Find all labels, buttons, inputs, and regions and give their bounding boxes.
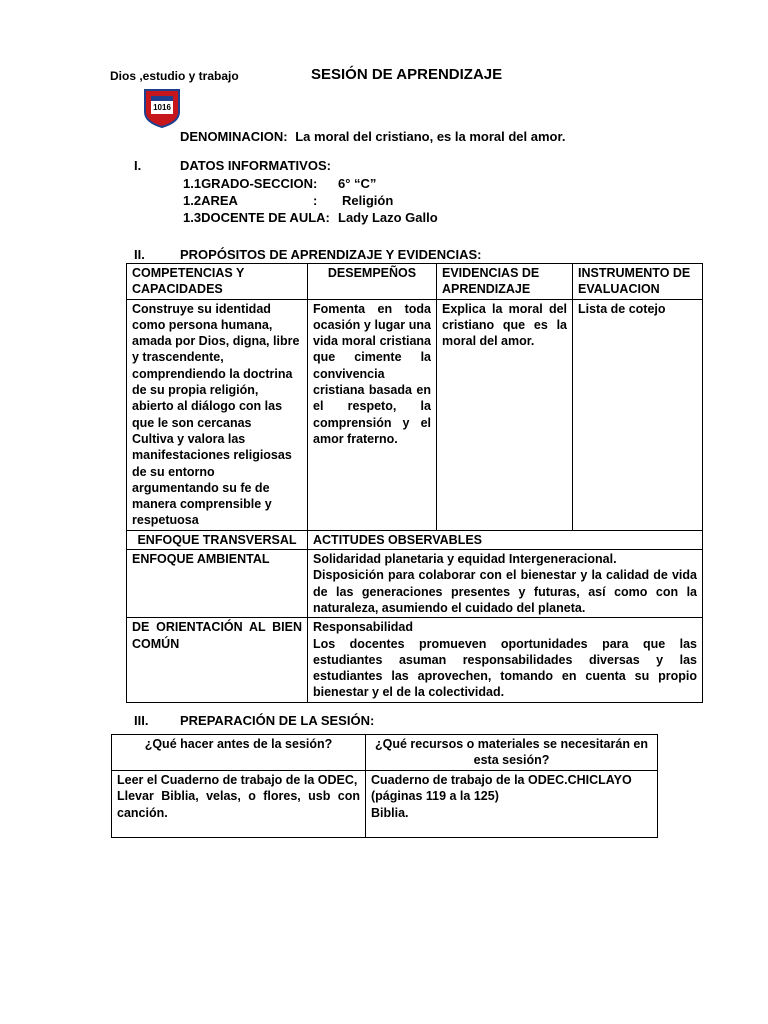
header-instrumento: INSTRUMENTO DE EVALUACION [573, 264, 703, 300]
cell-evidencias: Explica la moral del cristiano que es la moral del amor. [437, 299, 573, 530]
row-area-label: 1.2AREA [183, 193, 238, 208]
section3-num: III. [134, 713, 149, 728]
section1-title: DATOS INFORMATIVOS: [180, 158, 331, 173]
header-enfoque: ENFOQUE TRANSVERSAL [127, 530, 308, 549]
header-recursos: ¿Qué recursos o materiales se necesitarán en esta sesión? [366, 735, 658, 771]
enfoque-actitud-text: Los docentes promueven oportunidades para que las estudiantes asuman responsabilidades diversas y las estudiantes las aprovechen, tomando en cuenta su propio bienestar y el de la colectividad. [313, 636, 697, 700]
enfoque-row [127, 550, 703, 618]
logo-text: 1016 [153, 103, 171, 112]
enfoque-name: ENFOQUE AMBIENTAL [127, 550, 308, 618]
enfoque-actitud-title: Solidaridad planetaria y equidad Intergeneracional. [313, 552, 617, 567]
enfoque-row [127, 618, 703, 702]
enfoque-header-row [127, 530, 703, 549]
row-grado-sep: : [313, 176, 318, 191]
section3-title: PREPARACIÓN DE LA SESIÓN: [180, 713, 375, 728]
header-antes: ¿Qué hacer antes de la sesión? [112, 735, 366, 771]
preparation-content-row [112, 771, 658, 838]
cell-antes: Leer el Cuaderno de trabajo de la ODEC, Llevar Biblia, velas, o flores, usb con canción. [112, 771, 366, 838]
row-area-sep: : [313, 193, 318, 208]
header-actitudes: ACTITUDES OBSERVABLES [308, 530, 703, 549]
denominacion-label: DENOMINACION: [180, 129, 288, 144]
denominacion [180, 129, 565, 144]
preparation-table [111, 734, 658, 838]
enfoque-name: DE ORIENTACIÓN AL BIEN COMÚN [127, 618, 308, 702]
header-competencias: COMPETENCIAS Y CAPACIDADES [127, 264, 308, 300]
row-grado-label: 1.1GRADO-SECCION [183, 176, 314, 191]
row-grado-value: 6° “C” [338, 176, 377, 191]
row-docente-value: Lady Lazo Gallo [338, 210, 438, 225]
header-desempenos: DESEMPEÑOS [308, 264, 437, 300]
enfoque-actitud-text: Disposición para colaborar con el bienestar y la calidad de vida de las generaciones presentes y futuras, así como con la naturaleza, asumiendo el cuidado del planeta. [313, 568, 697, 615]
row-docente-label: 1.3DOCENTE DE AULA: [183, 210, 330, 225]
cell-recursos: Cuaderno de trabajo de la ODEC.CHICLAYO (páginas 119 a la 125) Biblia. [366, 771, 658, 838]
cell-instrumento: Lista de cotejo [573, 299, 703, 530]
cell-competencias: Construye su identidad como persona humana, amada por Dios, digna, libre y trascendente, comprendiendo la doctrina de su propia religión, abierto al diálogo con las que le son cercanas Cultiva y valora las manifestaciones religiosas de su entorno argumentando su fe de manera comprensible y respetuosa [127, 299, 308, 530]
purposes-content-row [127, 299, 703, 530]
header-evidencias: EVIDENCIAS DE APRENDIZAJE [437, 264, 573, 300]
school-logo [143, 88, 181, 128]
enfoque-actitud-title: Responsabilidad [313, 620, 414, 635]
enfoque-actitudes [308, 618, 703, 702]
school-motto: Dios ,estudio y trabajo [110, 69, 239, 83]
preparation-header-row [112, 735, 658, 771]
enfoque-actitudes [308, 550, 703, 618]
section2-num: II. [134, 247, 145, 262]
section1-num: I. [134, 158, 142, 173]
purposes-table [126, 263, 703, 703]
denominacion-value: La moral del cristiano, es la moral del amor. [295, 129, 566, 144]
section2-title: PROPÓSITOS DE APRENDIZAJE Y EVIDENCIAS: [180, 247, 482, 262]
cell-desempenos: Fomenta en toda ocasión y lugar una vida moral cristiana que cimente la convivencia cristiana basada en el respeto, la comprensión y el amor fraterno. [308, 299, 437, 530]
purposes-header-row [127, 264, 703, 300]
row-area-value: Religión [342, 193, 394, 208]
page-title: SESIÓN DE APRENDIZAJE [311, 66, 503, 83]
